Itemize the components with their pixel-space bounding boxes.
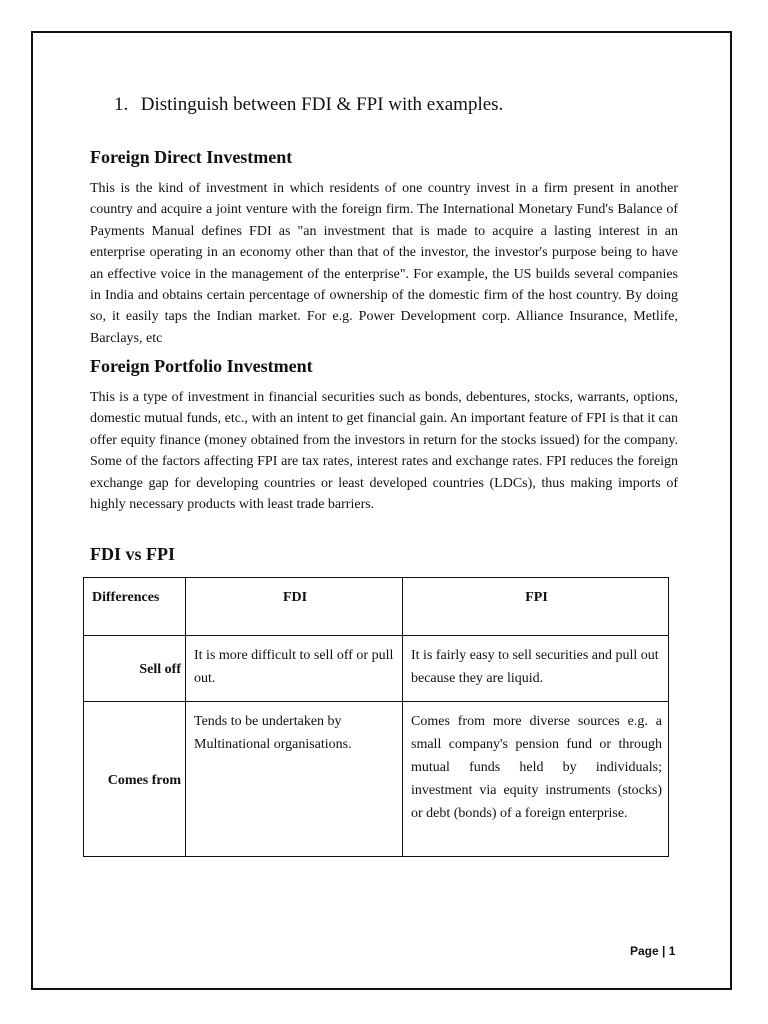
question-number: 1. <box>114 94 129 115</box>
cell-fpi-comes-from: Comes from more diverse sources e.g. a small company's pension fund or through mutual funds held by individuals; investment via equity instruments (stocks) or debt (bonds) of a foreign enterprise. <box>403 702 669 857</box>
cell-fpi-sell-off: It is fairly easy to sell securities and pull out because they are liquid. <box>403 636 669 702</box>
fdi-heading: Foreign Direct Investment <box>90 147 293 167</box>
header-fpi: FPI <box>403 578 669 636</box>
row-label-comes-from: Comes from <box>84 702 186 857</box>
table-header-row <box>84 578 669 636</box>
comparison-heading: FDI vs FPI <box>90 544 175 564</box>
fpi-heading: Foreign Portfolio Investment <box>90 356 313 376</box>
row-label-sell-off: Sell off <box>84 636 186 702</box>
cell-fdi-comes-from: Tends to be undertaken by Multinational organisations. <box>186 702 403 857</box>
question-text: Distinguish between FDI & FPI with examples. <box>140 94 504 115</box>
fdi-paragraph: This is the kind of investment in which residents of one country invest in a firm present in another country and acquire a joint venture with the foreign firm. The International Monetary Fund's Balance of Payments Manual defines FDI as "an investment that is made to acquire a lasting interest in an enterprise operating in an economy other than that of the investor, the investor's purpose being to have an effective voice in the management of the enterprise". For example, the US builds several companies in India and obtains certain percentage of ownership of the domestic firm of the host country. By doing so, it easily taps the Indian market. For e.g. Power Development corp. Alliance Insurance, Metlife, Barclays, etc <box>90 181 678 346</box>
header-differences: Differences <box>84 578 186 636</box>
question-heading <box>114 93 503 117</box>
fpi-paragraph: This is a type of investment in financial securities such as bonds, debentures, stocks, warrants, options, domestic mutual funds, etc., with an intent to get financial gain. An important feature of FPI is that it can offer equity finance (money obtained from the investors in return for the stocks issued) for the company. Some of the factors affecting FPI are tax rates, interest rates and exchange rates. FPI reduces the foreign exchange gap for developing countries or least developed countries (LDCs), thus making imports of highly necessary products with least trade barriers. <box>90 390 678 513</box>
table-row <box>84 702 669 857</box>
table-row <box>84 636 669 702</box>
comparison-table <box>83 577 669 857</box>
page-number: Page | 1 <box>630 944 676 958</box>
cell-fdi-sell-off: It is more difficult to sell off or pull out. <box>186 636 403 702</box>
header-fdi: FDI <box>186 578 403 636</box>
